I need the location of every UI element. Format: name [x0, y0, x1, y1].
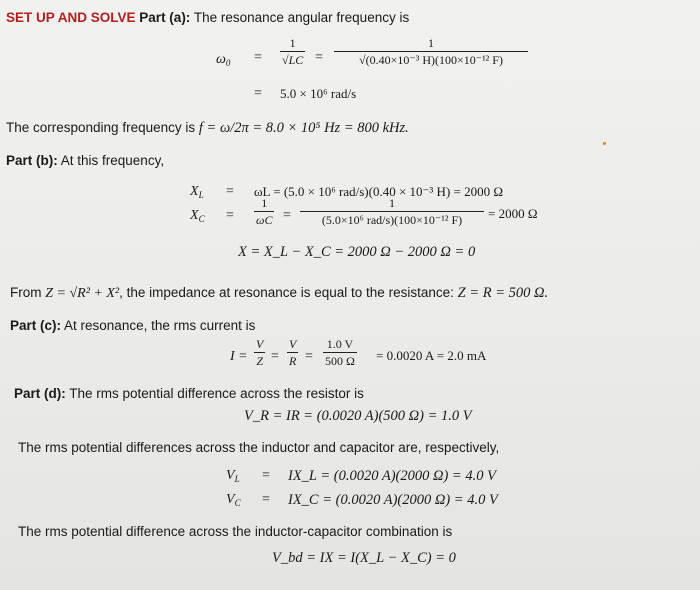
impedance-result: Z = R = 500 Ω. [457, 285, 549, 301]
xl-symbol: $X_L$ [190, 184, 204, 200]
xc-symbol: $X_C$ [190, 208, 205, 224]
part-d-text: The rms potential difference across the resistor is [69, 386, 364, 401]
vc-eq-sign: = [262, 492, 270, 507]
vbd-equation: V_bd = IX = I(X_L − X_C) = 0 [272, 550, 456, 566]
xc-fraction-1: $\frac{1}{\omega C}$ [256, 196, 273, 227]
xl-expression: ωL = (5.0 × 10⁶ rad/s)(0.40 × 10⁻³ H) = 2000 Ω [254, 184, 504, 199]
vl-expression: IX_L = (0.0020 A)(2000 Ω) = 4.0 V [288, 468, 496, 484]
orange-dot [603, 142, 606, 145]
xc-eq-sign: = [226, 208, 234, 223]
current-eq-1: = [271, 349, 279, 364]
part-c-header [10, 318, 255, 333]
part-a-text: The resonance angular frequency is [193, 10, 410, 25]
current-lhs: I = [230, 349, 248, 364]
vl-symbol: $V_L$ [226, 468, 240, 484]
current-frac-vz: $\frac{V}{Z}$ [256, 337, 264, 368]
fraction-1-over-root-lc: $\frac{1}{√LC}$ [282, 36, 304, 67]
part-c-tag: Part (c): [10, 318, 62, 333]
impedance-line [10, 285, 548, 302]
lc-text: The rms potential differences across the inductor and capacitor are, respectively, [18, 440, 500, 455]
vc-symbol: $V_C$ [226, 492, 241, 508]
from-prefix: From [10, 285, 42, 300]
part-b-tag: Part (b): [6, 153, 58, 168]
eq-sign-2: = [315, 50, 323, 65]
part-a-header [6, 10, 409, 25]
xc-fraction-2: 1 (5.0×10⁶ rad/s)(100×10⁻¹² F) [300, 196, 484, 228]
current-frac-vr: $\frac{V}{R}$ [289, 337, 297, 368]
part-c-text: At resonance, the rms current is [64, 318, 256, 333]
xc-eq-sign-2: = [283, 208, 291, 223]
setup-label: SET UP AND SOLVE [6, 10, 136, 25]
current-eq-2: = [305, 349, 313, 364]
current-frac-numeric: $\frac{1.0 V}{500 \Omega}$ [325, 337, 355, 368]
omega-result: 5.0 × 10⁶ rad/s [280, 86, 357, 101]
fraction-numeric: $\frac{1}{\text{√(0.40×10⁻³ H)(100×10⁻¹² F)}}$ [334, 36, 528, 68]
current-result: = 0.0020 A = 2.0 mA [376, 348, 487, 363]
xl-eq-sign: = [226, 184, 234, 199]
part-b-header [6, 153, 164, 168]
eq-sign-3: = [254, 86, 262, 101]
part-b-text: At this frequency, [60, 153, 165, 168]
impedance-formula: Z = √R² + X² [45, 286, 120, 301]
x-total: X = X_L − X_C = 2000 Ω − 2000 Ω = 0 [238, 244, 476, 260]
vc-expression: IX_C = (0.0020 A)(2000 Ω) = 4.0 V [288, 492, 498, 508]
impedance-text: , the impedance at resonance is equal to the resistance: [119, 285, 454, 300]
xc-result: = 2000 Ω [488, 206, 538, 221]
frequency-text: The corresponding frequency is [6, 120, 196, 135]
combination-text: The rms potential difference across the inductor-capacitor combination is [18, 524, 453, 539]
vl-eq-sign: = [262, 468, 270, 483]
part-d-header [14, 386, 364, 401]
frequency-line [6, 120, 409, 137]
part-d-tag: Part (d): [14, 386, 66, 401]
frequency-math: f = ω/2π = 8.0 × 10⁵ Hz = 800 kHz. [198, 120, 409, 136]
vr-equation: V_R = IR = (0.0020 A)(500 Ω) = 1.0 V [244, 408, 472, 424]
part-a-tag: Part (a): [139, 10, 191, 25]
omega-zero: $\omega_0$ [216, 52, 231, 68]
eq-sign-1: = [254, 50, 262, 65]
